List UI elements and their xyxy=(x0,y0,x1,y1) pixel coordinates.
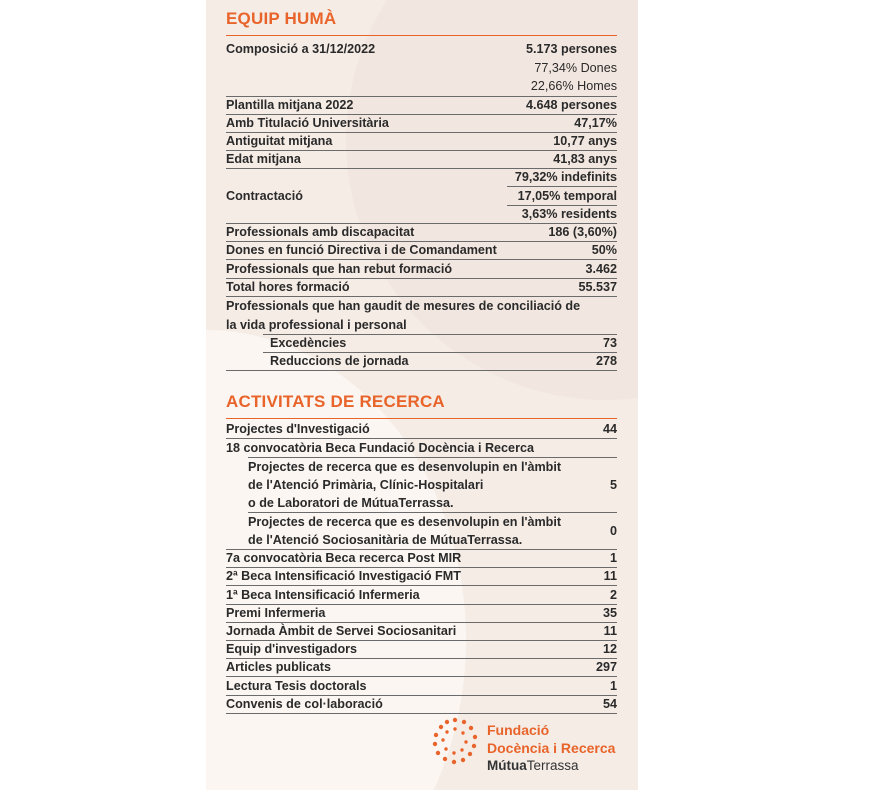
divider xyxy=(263,352,617,353)
list-item xyxy=(226,569,617,583)
row-label: Jornada Àmbit de Servei Sociosanitari xyxy=(226,624,457,638)
logo-line2: Docència i Recerca xyxy=(487,740,616,756)
list-item xyxy=(226,606,617,620)
divider xyxy=(248,457,617,458)
reduccions-value: 278 xyxy=(595,354,617,368)
row-value: 12 xyxy=(602,642,617,656)
row-label: Convenis de col·laboració xyxy=(226,697,383,711)
titulacio-label: Amb Titulació Universitària xyxy=(226,116,389,130)
convocatoria-label: 18 convocatòria Beca Fundació Docència i Recerca xyxy=(226,441,534,455)
sub2-value: 0 xyxy=(609,524,617,538)
row-label: Lectura Tesis doctorals xyxy=(226,679,367,693)
list-item xyxy=(226,679,617,693)
discapacitat-label: Professionals amb discapacitat xyxy=(226,225,415,239)
row-composicio xyxy=(226,42,617,56)
divider xyxy=(226,676,617,677)
divider xyxy=(226,640,617,641)
divider xyxy=(226,296,617,297)
projectes-value: 44 xyxy=(602,422,617,436)
list-item xyxy=(226,697,617,711)
plantilla-value: 4.648 persones xyxy=(525,98,617,112)
contract-indefinits: 79,32% indefinits xyxy=(514,170,617,184)
row-edat xyxy=(226,152,617,166)
divider xyxy=(226,622,617,623)
row-value: 2 xyxy=(609,588,617,602)
row-value: 35 xyxy=(602,606,617,620)
divider xyxy=(263,334,617,335)
row-value: 11 xyxy=(603,569,617,583)
hores-label: Total hores formació xyxy=(226,280,350,294)
divider xyxy=(226,549,617,550)
row-label: 7a convocatòria Beca recerca Post MIR xyxy=(226,551,462,565)
titulacio-value: 47,17% xyxy=(574,116,617,130)
contractacio-label: Contractació xyxy=(226,189,303,203)
composicio-label: Composició a 31/12/2022 xyxy=(226,42,376,56)
divider xyxy=(507,205,617,206)
title-underline xyxy=(226,35,617,36)
row-formacio xyxy=(226,262,617,276)
row-plantilla xyxy=(226,98,617,112)
row-dones-directiva xyxy=(226,243,617,257)
divider xyxy=(248,512,617,513)
foundation-logo-icon xyxy=(430,716,480,766)
antiguitat-value: 10,77 anys xyxy=(553,134,617,148)
row-value: 54 xyxy=(602,697,617,711)
dones-directiva-label: Dones en funció Directiva i de Comandament xyxy=(226,243,497,257)
row-value: 11 xyxy=(603,624,617,638)
divider xyxy=(226,713,617,714)
row-reduccions xyxy=(270,354,617,368)
formacio-label: Professionals que han rebut formació xyxy=(226,262,453,276)
row-projectes xyxy=(226,422,617,436)
row-label: 2ª Beca Intensificació Investigació FMT xyxy=(226,569,461,583)
conciliacio-label-line2: la vida professional i personal xyxy=(226,318,407,332)
divider xyxy=(226,438,617,439)
logo-brand xyxy=(487,758,579,773)
row-label: Articles publicats xyxy=(226,660,331,674)
divider xyxy=(226,370,617,371)
row-excedencies xyxy=(270,336,617,350)
row-value: 297 xyxy=(595,660,617,674)
divider xyxy=(226,604,617,605)
contract-temporal: 17,05% temporal xyxy=(517,189,617,203)
divider xyxy=(226,695,617,696)
hores-value: 55.537 xyxy=(578,280,617,294)
logo-brand-bold: Mútua xyxy=(487,758,527,773)
sub2-line2: de l'Atenció Sociosanitària de MútuaTerrassa. xyxy=(248,533,523,547)
discapacitat-value: 186 (3,60%) xyxy=(548,225,617,239)
row-value: 1 xyxy=(609,679,617,693)
row-titulacio xyxy=(226,116,617,130)
list-item xyxy=(226,588,617,602)
divider xyxy=(226,168,617,169)
divider xyxy=(226,132,617,133)
excedencies-label: Excedències xyxy=(270,336,347,350)
divider xyxy=(226,259,617,260)
divider xyxy=(226,223,617,224)
reduccions-label: Reduccions de jornada xyxy=(270,354,409,368)
projectes-label: Projectes d'Investigació xyxy=(226,422,370,436)
dones-value: 77,34% Dones xyxy=(534,61,617,75)
homes-value: 22,66% Homes xyxy=(530,79,617,93)
edat-value: 41,83 anys xyxy=(553,152,617,166)
dones-directiva-value: 50% xyxy=(591,243,617,257)
divider xyxy=(226,585,617,586)
antiguitat-label: Antiguitat mitjana xyxy=(226,134,333,148)
divider xyxy=(226,96,617,97)
sub1-line2: de l'Atenció Primària, Clínic-Hospitalari xyxy=(248,478,484,492)
excedencies-value: 73 xyxy=(602,336,617,350)
contract-residents: 3,63% residents xyxy=(521,207,617,221)
plantilla-label: Plantilla mitjana 2022 xyxy=(226,98,354,112)
logo-brand-light: Terrassa xyxy=(526,758,579,773)
sub1-line3: o de Laboratori de MútuaTerrassa. xyxy=(248,496,454,510)
divider xyxy=(226,658,617,659)
edat-label: Edat mitjana xyxy=(226,152,301,166)
sub1-value: 5 xyxy=(609,478,617,492)
logo-line1: Fundació xyxy=(487,722,550,738)
divider xyxy=(226,114,617,115)
row-discapacitat xyxy=(226,225,617,239)
divider xyxy=(507,186,617,187)
divider xyxy=(226,278,617,279)
list-item xyxy=(226,660,617,674)
conciliacio-label-line1: Professionals que han gaudit de mesures de conciliació de xyxy=(226,299,581,313)
composicio-value: 5.173 persones xyxy=(525,42,617,56)
divider xyxy=(226,150,617,151)
divider xyxy=(226,241,617,242)
section-title-equip: EQUIP HUMÀ xyxy=(226,9,337,28)
sub1-line1: Projectes de recerca que es desenvolupin en l'àmbit xyxy=(248,460,562,474)
formacio-value: 3.462 xyxy=(585,262,617,276)
divider xyxy=(226,567,617,568)
row-label: Premi Infermeria xyxy=(226,606,326,620)
list-item xyxy=(226,551,617,565)
section-title-recerca: ACTIVITATS DE RECERCA xyxy=(226,392,445,411)
sub2-line1: Projectes de recerca que es desenvolupin en l'àmbit xyxy=(248,515,562,529)
row-antiguitat xyxy=(226,134,617,148)
row-label: 1ª Beca Intensificació Infermeria xyxy=(226,588,420,602)
row-value: 1 xyxy=(609,551,617,565)
title-underline xyxy=(226,418,617,419)
row-hores xyxy=(226,280,617,294)
list-item xyxy=(226,642,617,656)
row-label: Equip d'investigadors xyxy=(226,642,358,656)
list-item xyxy=(226,624,617,638)
